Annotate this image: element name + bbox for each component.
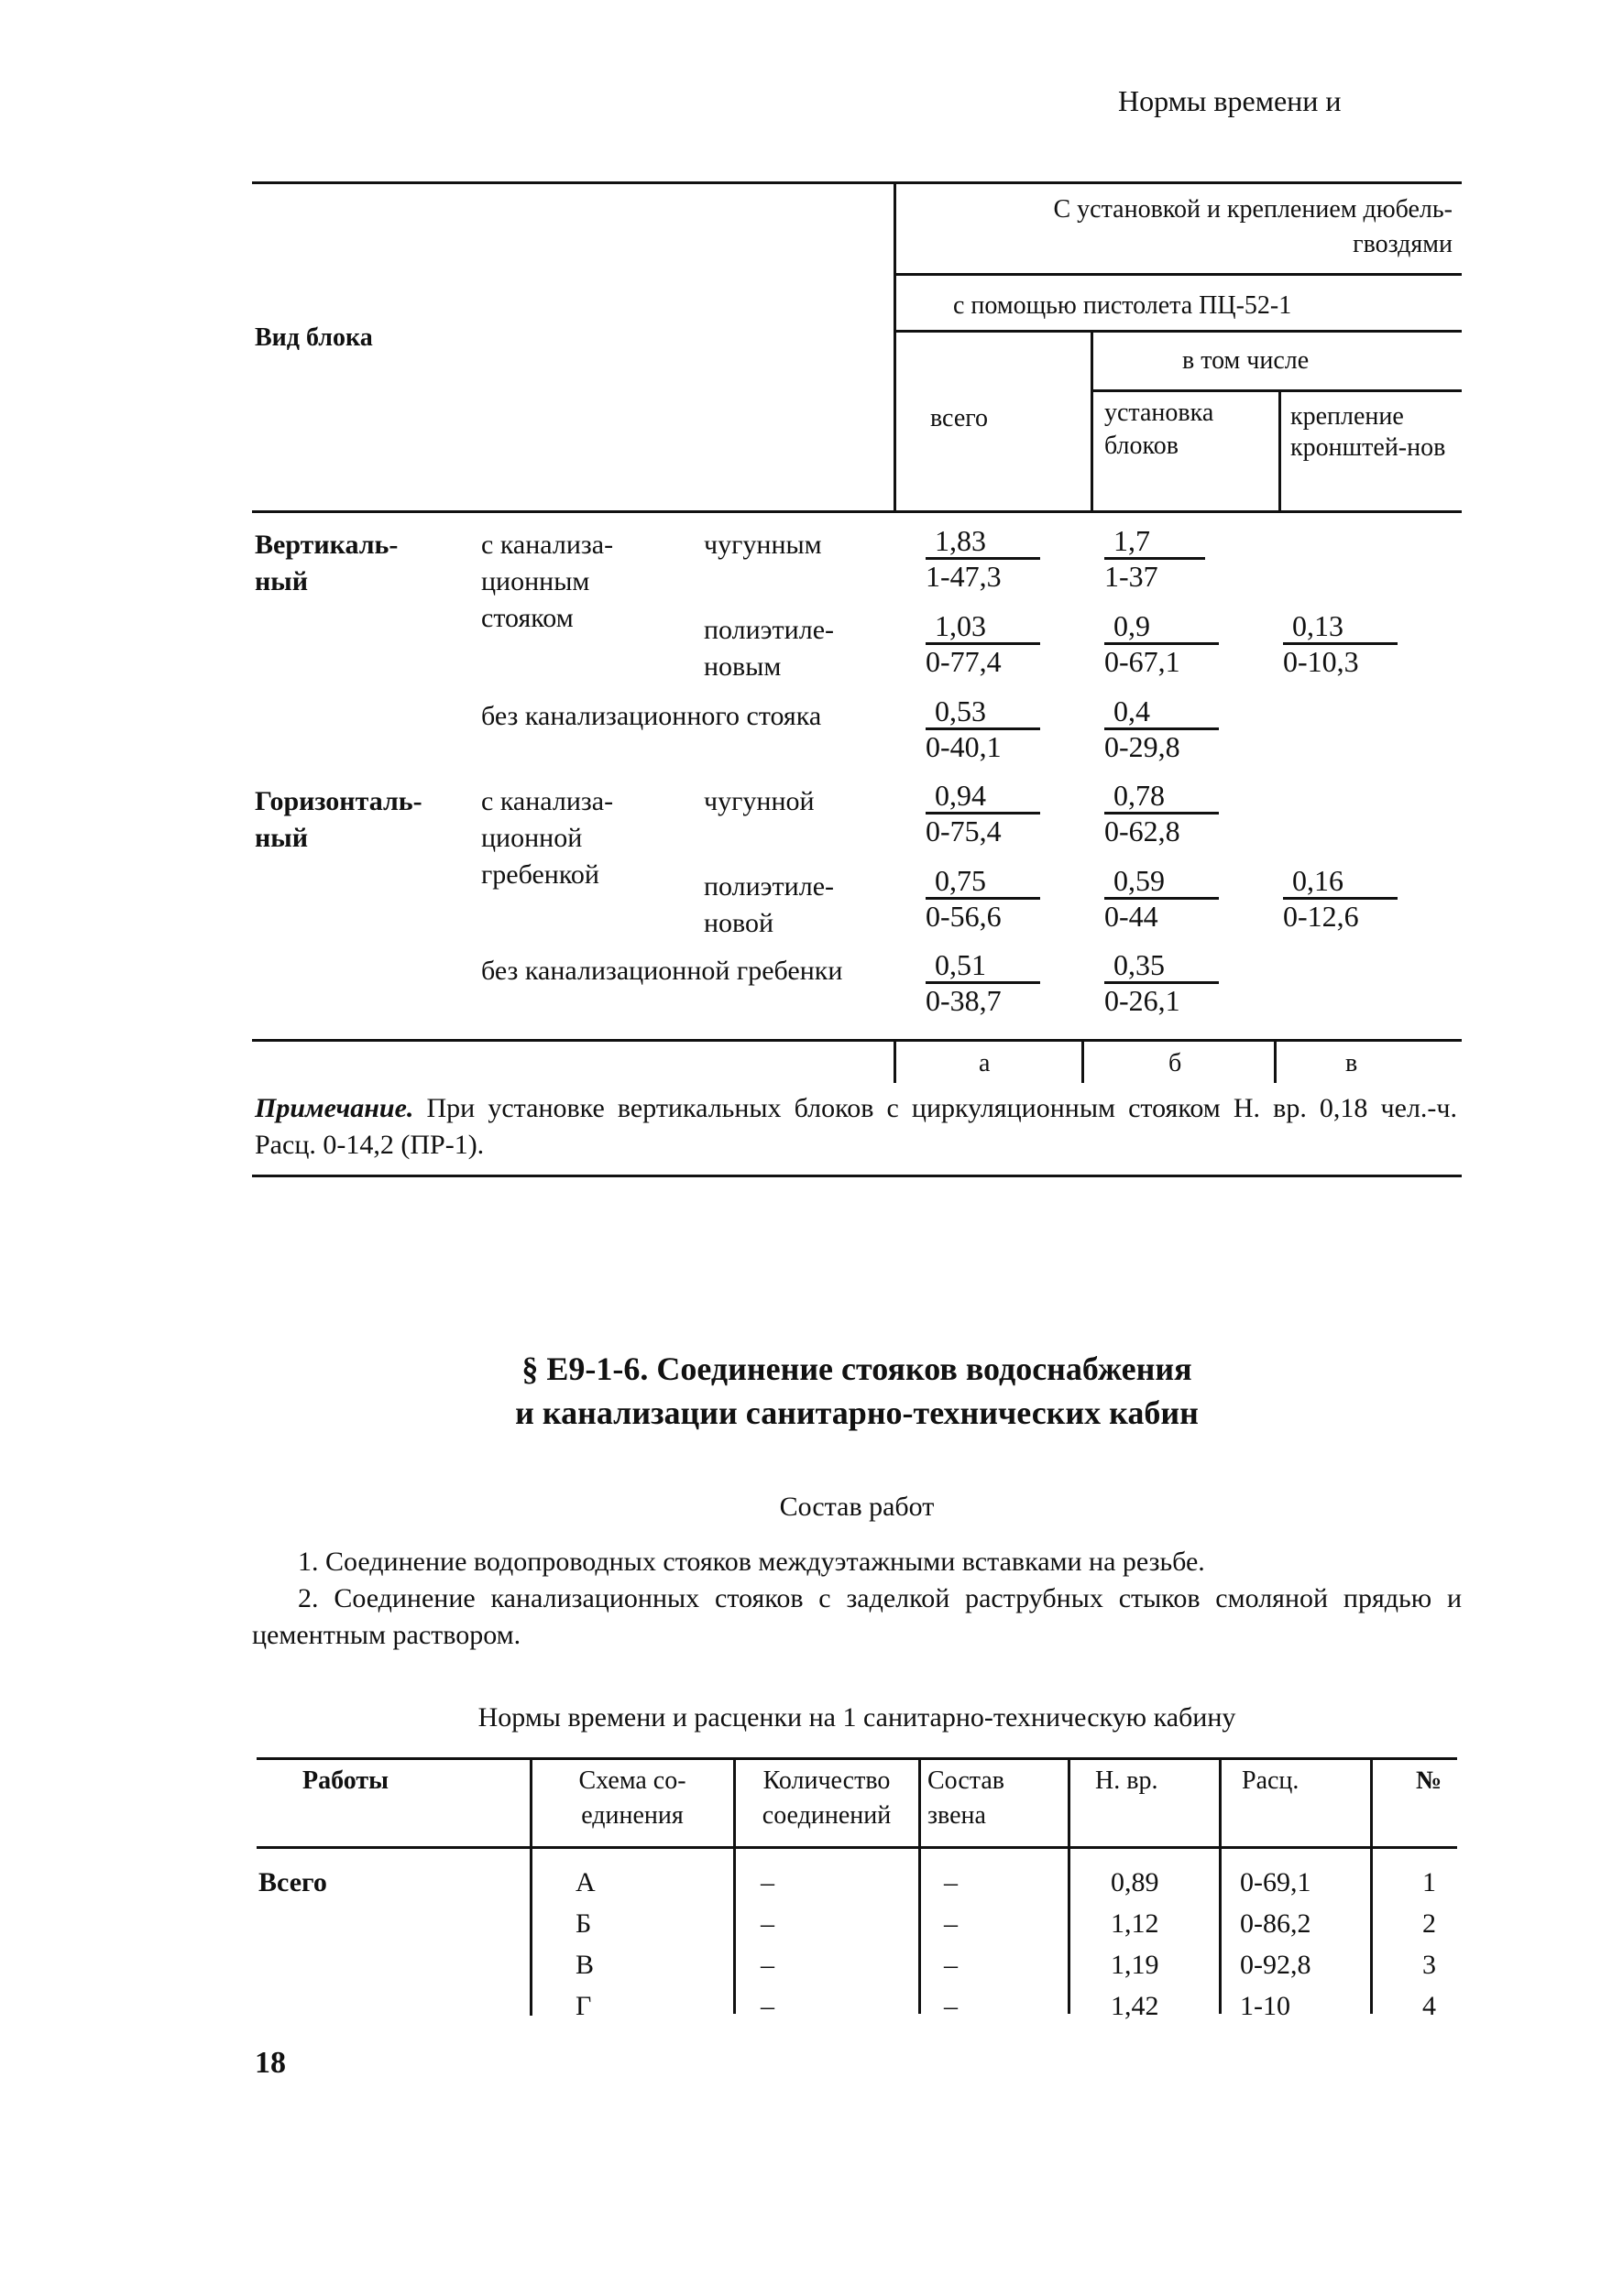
note-text: При установке вертикальных блоков с циркуляционным стояком Н. вр. 0,18 чел.-ч. Расц. 0-14,2 (ПР-1). — [255, 1093, 1457, 1160]
cell-time-norm: 0,89 — [1111, 1867, 1159, 1897]
cell-number: 4 — [1422, 1991, 1436, 2021]
cell-crew: – — [944, 1908, 958, 1939]
col-header-total: всего — [930, 404, 989, 432]
col-header-rate: Расц. — [1242, 1766, 1299, 1795]
fraction-total: $\frac{1,03}{0-77,4}$ — [926, 609, 1040, 678]
row-material-polyethylene: полиэтиле-новым — [704, 615, 835, 682]
fraction-install: $\frac{0,59}{0-44}$ — [1104, 864, 1219, 933]
table-caption: Нормы времени и расценки на 1 санитарно-техническую кабину — [477, 1702, 1236, 1733]
fraction-total: $\frac{0,53}{0-40,1}$ — [926, 694, 1040, 763]
row-material-cast-iron: чугунным — [704, 530, 822, 560]
row-kind-no-riser: без канализационного стояка — [481, 701, 822, 731]
cell-joint-count: – — [761, 1867, 774, 1897]
table-note — [255, 1090, 1457, 1164]
row-type-horizontal: Горизонталь-ный — [255, 786, 422, 853]
cell-joint-count: – — [761, 1950, 774, 1980]
cell-time-norm: 1,12 — [1111, 1908, 1159, 1939]
cell-rate: 0-86,2 — [1240, 1908, 1311, 1939]
col-header-number: № — [1416, 1766, 1442, 1795]
cell-joint-count: – — [761, 1991, 774, 2021]
page-number: 18 — [255, 2046, 286, 2080]
col-header-time-norm: Н. вр. — [1095, 1766, 1158, 1795]
cell-scheme: В — [576, 1950, 595, 1980]
row-kind-no-comb: без канализационной гребенки — [481, 956, 843, 986]
cell-joint-count: – — [761, 1908, 774, 1939]
col-header-block-type: Вид блока — [255, 323, 373, 352]
fraction-install: $\frac{0,78}{0-62,8}$ — [1104, 779, 1219, 847]
col-header-scheme: Схема со-единения — [578, 1766, 686, 1830]
col-header-fastening: крепление кронштей-нов — [1290, 402, 1446, 462]
col-header-install: установка блоков — [1104, 399, 1214, 460]
fraction-total: $\frac{0,51}{0-38,7}$ — [926, 948, 1040, 1017]
cell-time-norm: 1,42 — [1111, 1991, 1159, 2021]
cell-rate: 1-10 — [1240, 1991, 1290, 2021]
running-header: Нормы времени и — [1118, 84, 1342, 117]
work-composition-heading: Состав работ — [779, 1492, 935, 1522]
col-header-including: в том числе — [1182, 346, 1310, 375]
row-material-polyethylene-f: полиэтиле-новой — [704, 871, 835, 938]
fraction-install: $\frac{1,7}{1-37}$ — [1104, 524, 1205, 593]
fraction-install: $\frac{0,4}{0-29,8}$ — [1104, 694, 1219, 763]
cell-time-norm: 1,19 — [1111, 1950, 1159, 1980]
row-material-cast-iron-f: чугунной — [704, 786, 815, 816]
work-item: 1. Соединение водопроводных стояков междуэтажными вставками на резьбе. — [298, 1547, 1205, 1577]
col-header-crew: Состав звена — [927, 1766, 1005, 1830]
fraction-total: $\frac{0,94}{0-75,4}$ — [926, 779, 1040, 847]
column-letter-a: а — [979, 1049, 991, 1077]
fraction-install: $\frac{0,35}{0-26,1}$ — [1104, 948, 1219, 1017]
row-kind-sewer-riser: с канализа-ционным стояком — [481, 530, 614, 633]
cell-rate: 0-69,1 — [1240, 1867, 1311, 1897]
work-item: 2. Соединение канализационных стояков с заделкой раструбных стыков смоляной прядью и цементным раствором. — [252, 1583, 1462, 1650]
row-kind-sewer-comb: с канализа-ционной гребенкой — [481, 786, 614, 890]
col-header-joint-count: Количество соединений — [762, 1766, 892, 1830]
column-letter-v: в — [1345, 1049, 1358, 1077]
col-header-works: Работы — [302, 1766, 389, 1795]
fraction-fastening: $\frac{0,13}{0-10,3}$ — [1283, 609, 1398, 678]
col-header-subgroup: с помощью пистолета ПЦ-52-1 — [953, 291, 1292, 320]
fraction-fastening: $\frac{0,16}{0-12,6}$ — [1283, 864, 1398, 933]
cell-scheme: Б — [576, 1908, 592, 1939]
work-list — [252, 1544, 1462, 1654]
cell-scheme: Г — [576, 1991, 592, 2021]
fraction-total: $\frac{1,83}{1-47,3}$ — [926, 524, 1040, 593]
col-header-group: С установкой и креплением дюбель-гвоздями — [1053, 195, 1453, 258]
cell-number: 3 — [1422, 1950, 1436, 1980]
cell-rate: 0-92,8 — [1240, 1950, 1311, 1980]
cell-crew: – — [944, 1950, 958, 1980]
row-label-total: Всего — [258, 1867, 327, 1897]
note-label: Примечание. — [255, 1093, 414, 1123]
column-letter-b: б — [1168, 1049, 1182, 1077]
cell-number: 2 — [1422, 1908, 1436, 1939]
cell-crew: – — [944, 1867, 958, 1897]
fraction-total: $\frac{0,75}{0-56,6}$ — [926, 864, 1040, 933]
cell-number: 1 — [1422, 1867, 1436, 1897]
fraction-install: $\frac{0,9}{0-67,1}$ — [1104, 609, 1219, 678]
section-title: § Е9-1-6. Соединение стояков водоснабжения и канализации санитарно-технических кабин — [515, 1350, 1199, 1431]
row-type-vertical: Вертикаль-ный — [255, 530, 399, 596]
cell-scheme: А — [576, 1867, 596, 1897]
cell-crew: – — [944, 1991, 958, 2021]
